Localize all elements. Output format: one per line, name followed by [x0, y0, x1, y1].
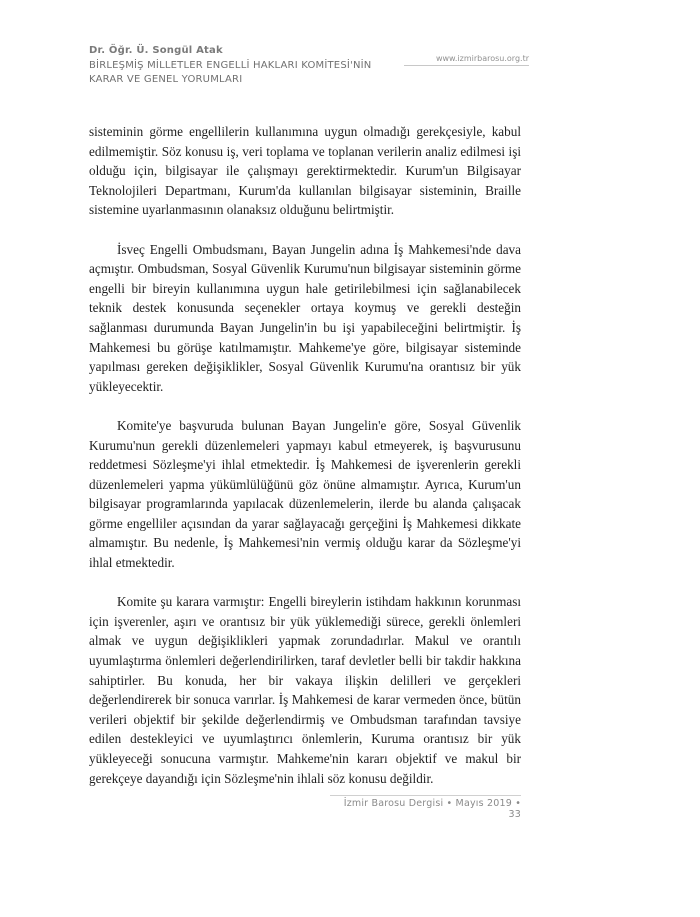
footer-divider: [330, 795, 521, 796]
header-url: www.izmirbarosu.org.tr: [435, 54, 529, 63]
paragraph: İsveç Engelli Ombudsmanı, Bayan Jungelin adına İş Mahkemesi'nde dava açmıştır. Ombudsman, Sosyal Güvenlik Kurumu'nun bilgisayar sisteminin görme engelli bir bireyin kullanımına uygun hale getirilebilmesi için sağlanabilecek teknik destek konusunda seçenekler ortaya koymuş ve gerekli desteğin sağlanması durumunda Bayan Jungelin'in bu işi yapabileceğini belirtmiştir. İş Mahkemesi bu görüşe katılmamıştır. Mahkeme'ye göre, bilgisayar sisteminde yapılması gereken değişiklikler, Sosyal Güvenlik Kurumu'na orantısız bir yük yükleyecektir.: [89, 241, 521, 394]
paragraph: Komite'ye başvuruda bulunan Bayan Jungelin'e göre, Sosyal Güvenlik Kurumu'nun gerekli düzenlemeleri yapmayı kabul etmeyerek, iş başvurusunu reddetmesi Sözleşme'yi ihlal etmektedir. İş Mahkemesi de işverenlerin gerekli düzenlemeleri yapma yükümlülüğünü göz önüne almamıştır. Ayrıca, Kurum'un bilgisayar programlarında yapılacak düzenlemelerin, ilerde bu alanda çalışacak görme engelliler açısından da yarar sağlayacağı gerçeğini İş Mahkemesi dikkate almamıştır. Bu nedenle, İş Mahkemesi'nin vermiş olduğu karar da Sözleşme'yi ihlal etmektedir.: [89, 417, 521, 571]
header-divider: [404, 65, 529, 66]
author-name: Dr. Öğr. Ü. Songül Atak: [89, 45, 223, 56]
running-title: BİRLEŞMİŞ MİLLETLER ENGELLİ HAKLARI KOMİTESİ'NİN KARAR VE GENEL YORUMLARI: [89, 60, 372, 85]
page-header: [89, 45, 529, 87]
article-body: [89, 122, 521, 808]
paragraph: Komite şu karara varmıştır: Engelli bireylerin istihdam hakkının korunması için işverenler, aşırı ve orantısız bir yük yüklemediği sürece, gerekli önlemleri almak ve uygun değişiklikleri yapmak zorundadırlar. Makul ve orantılı uyumlaştırma önlemleri değerlendirilirken, taraf devletler belli bir takdir hakkına sahiptirler. Bu konuda, her bir vakaya ilişkin delilleri ve gerçekleri değerlendirerek bir sonuca varırlar. İş Mahkemesi de karar vermeden önce, bütün verileri objektif bir şekilde değerlendirmiş ve Ombudsman tarafından tavsiye edilen destekleyici ve uyumlaştırıcı önlemlerin, Kuruma orantısız bir yük yükleyeceği sonucuna varmıştır. Mahkeme'nin kararı objektif ve makul bir gerekçeye dayandığı için Sözleşme'nin ihlali söz konusu değildir.: [89, 594, 521, 786]
page-footer: İzmir Barosu Dergisi • Mayıs 2019 • 33: [343, 798, 521, 820]
paragraph-continuation: sisteminin görme engellilerin kullanımına uygun olmadığı gerekçesiyle, kabul edilmemiştir. Söz konusu iş, veri toplama ve toplanan verilerin analiz edilmesi işi olduğu için, bilgisayar ile çalışmayı gerektirmektedir. Kurum'un Bilgisayar Teknolojileri Departmanı, Kurum'da kullanılan bilgisayar sisteminin, Braille sistemine uyarlanmasının olanaksız olduğunu belirtmiştir.: [89, 124, 521, 218]
